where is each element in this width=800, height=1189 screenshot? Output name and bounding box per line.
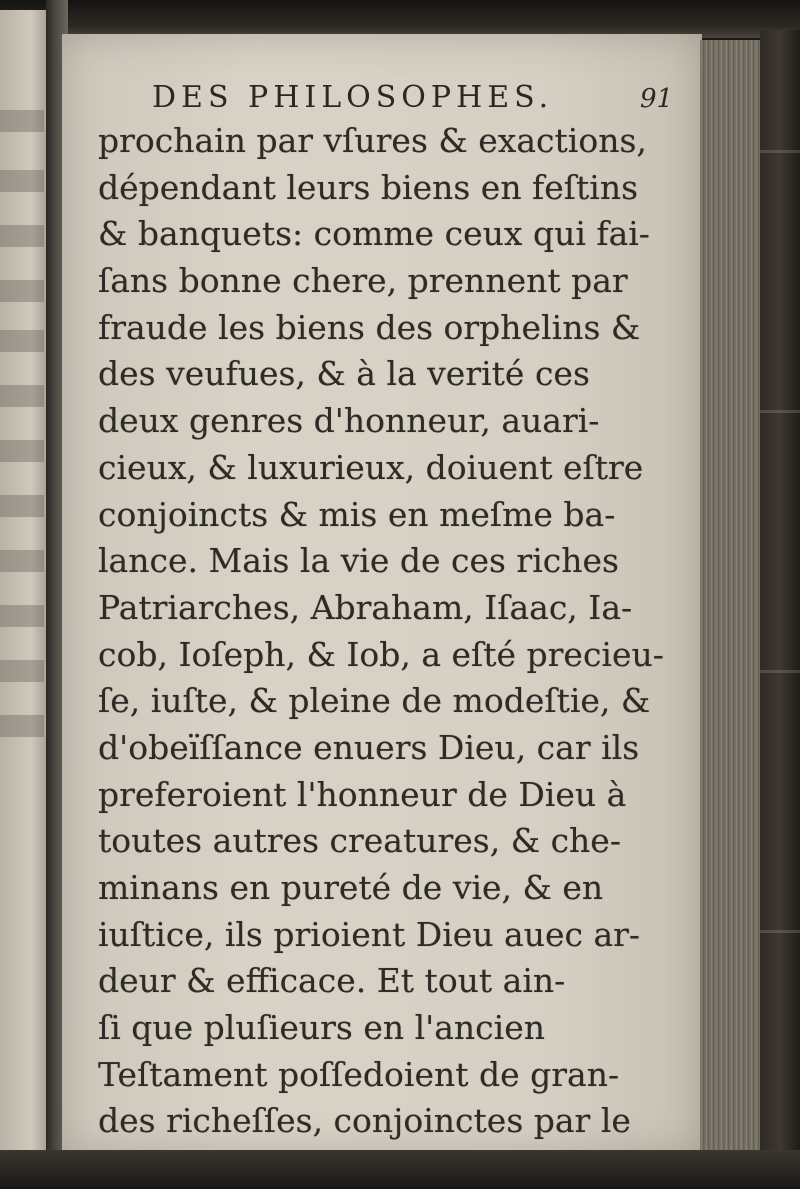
left-page-text-trace bbox=[0, 170, 44, 192]
text-line: prochain par vſures & exactions, bbox=[98, 121, 647, 160]
book-cover-edge bbox=[760, 30, 800, 1170]
text-line: lance. Mais la vie de ces riches bbox=[98, 541, 619, 581]
text-line: ſe, iuſte, & pleine de modeſtie, & bbox=[98, 681, 651, 721]
cover-texture-line bbox=[760, 410, 800, 413]
text-line: cieux, & luxurieux, doiuent eſtre bbox=[98, 447, 644, 487]
left-page-text-trace bbox=[0, 280, 44, 302]
page-number: 91 bbox=[640, 84, 674, 114]
text-line: cob, Ioſeph, & Iob, a eſté precieu- bbox=[98, 634, 664, 674]
cover-texture-line bbox=[760, 670, 800, 673]
left-page-text-trace bbox=[0, 550, 44, 572]
left-page-text-trace bbox=[0, 605, 44, 627]
text-line: Patriarches, Abraham, Iſaac, Ia- bbox=[98, 587, 633, 627]
text-line: d'obeïſſance enuers Dieu, car ils bbox=[98, 727, 640, 767]
text-line: ſans bonne chere, prennent par bbox=[98, 261, 628, 301]
running-head: DES PHILOSOPHES. bbox=[152, 80, 554, 115]
left-page-text-trace bbox=[0, 440, 44, 462]
text-line: deur & efficace. Et tout ain- bbox=[98, 961, 566, 1001]
text-line: fraude les biens des orphelins & bbox=[98, 307, 641, 347]
top-shadow-band bbox=[0, 0, 800, 38]
cover-texture-line bbox=[760, 150, 800, 153]
text-line: & banquets: comme ceux qui fai- bbox=[98, 214, 650, 254]
text-line: des richeſſes, conjoinctes par le bbox=[98, 1101, 631, 1141]
left-page-text-trace bbox=[0, 660, 44, 682]
left-page-text-trace bbox=[0, 385, 44, 407]
fore-edge-pages bbox=[700, 40, 762, 1155]
text-line: iuſtice, ils prioient Dieu auec ar- bbox=[98, 914, 641, 954]
text-line: minans en pureté de vie, & en bbox=[98, 868, 604, 907]
left-page-text-trace bbox=[0, 715, 44, 737]
left-page-text-trace bbox=[0, 495, 44, 517]
text-line: conjoincts & mis en meſme ba- bbox=[98, 494, 616, 534]
left-page-text-trace bbox=[0, 225, 44, 247]
cover-texture-line bbox=[760, 930, 800, 933]
body-text bbox=[98, 118, 698, 1145]
text-line: toutes autres creatures, & che- bbox=[98, 821, 621, 861]
left-page-fragment bbox=[0, 10, 52, 1170]
text-line: preferoient l'honneur de Dieu à bbox=[98, 774, 627, 814]
text-line: deux genres d'honneur, auari- bbox=[98, 401, 600, 441]
bottom-shadow-band bbox=[0, 1150, 800, 1189]
left-page-text-trace bbox=[0, 330, 44, 352]
text-line: des veufues, & à la verité ces bbox=[98, 354, 590, 394]
left-page-text-trace bbox=[0, 110, 44, 132]
text-line: ſi que pluſieurs en l'ancien bbox=[98, 1008, 545, 1048]
text-line: dépendant leurs biens en feſtins bbox=[98, 167, 639, 207]
text-line: Teſtament poſſedoient de gran- bbox=[98, 1054, 620, 1094]
